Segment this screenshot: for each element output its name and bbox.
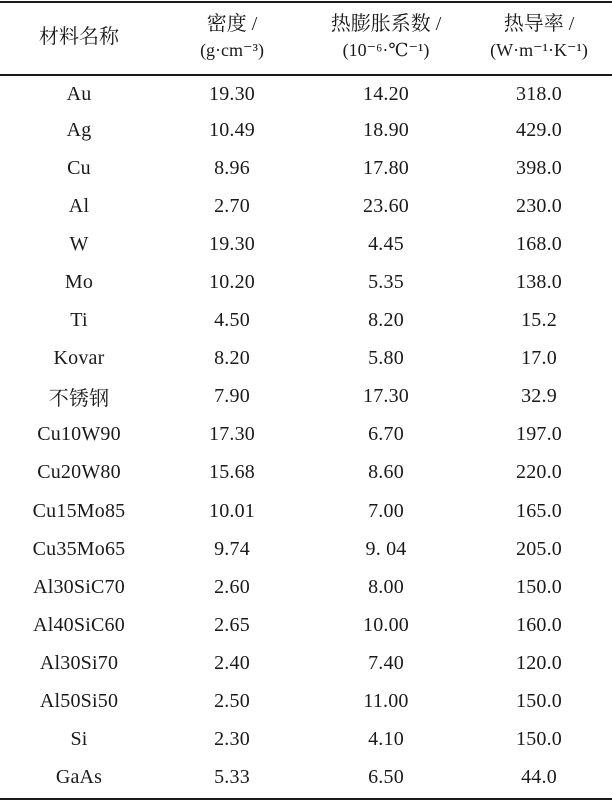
header-density: [158, 0, 306, 73]
thermal-conductivity-cell: 429.0: [516, 118, 562, 141]
thermal-expansion-cell: 5.80: [368, 347, 404, 370]
density-cell: 2.30: [214, 728, 250, 751]
material-name-cell: Al40SiC60: [33, 613, 125, 636]
thermal-conductivity-cell: 160.0: [516, 613, 562, 636]
table-row: [0, 378, 612, 416]
density-cell: 19.30: [209, 82, 255, 105]
material-name-cell: Au: [66, 82, 92, 105]
table-row: [0, 454, 612, 492]
thermal-conductivity-cell: 205.0: [516, 537, 562, 560]
thermal-expansion-cell: 8.20: [368, 309, 404, 332]
header-thermal-expansion-unit: (10⁻⁶·℃⁻¹): [342, 39, 430, 60]
table-row: [0, 263, 612, 301]
thermal-expansion-cell: 9. 04: [365, 537, 407, 560]
material-name-cell: Ti: [70, 309, 88, 332]
table-row: [0, 187, 612, 225]
material-name-cell: GaAs: [55, 766, 103, 789]
material-name-cell: Al: [68, 194, 90, 217]
table-header: [0, 0, 612, 73]
table-row: [0, 492, 612, 530]
header-thermal-conductivity-title: 热导率 /: [503, 12, 575, 35]
material-name-cell: Cu: [67, 156, 91, 179]
thermal-conductivity-cell: 150.0: [516, 728, 562, 751]
density-cell: 4.50: [214, 309, 250, 332]
table-row: [0, 606, 612, 644]
thermal-conductivity-cell: 44.0: [521, 766, 557, 789]
material-name-cell: Mo: [64, 271, 94, 294]
thermal-conductivity-cell: 150.0: [516, 575, 562, 598]
material-name-cell: Al30SiC70: [33, 575, 125, 598]
density-cell: 17.30: [209, 423, 255, 446]
thermal-expansion-cell: 17.80: [363, 156, 409, 179]
table-row: [0, 683, 612, 721]
density-cell: 2.50: [214, 690, 250, 713]
table-row: [0, 302, 612, 340]
thermal-conductivity-cell: 168.0: [516, 232, 562, 255]
thermal-expansion-cell: 8.00: [368, 575, 404, 598]
thermal-expansion-cell: 6.50: [368, 766, 404, 789]
header-thermal-conductivity: [466, 0, 612, 73]
material-name-cell: Kovar: [53, 347, 105, 370]
thermal-conductivity-cell: 318.0: [516, 82, 562, 105]
table-row: [0, 530, 612, 568]
thermal-expansion-cell: 14.20: [363, 82, 409, 105]
thermal-conductivity-cell: 32.9: [521, 385, 557, 408]
table-row: [0, 416, 612, 454]
table-row: [0, 73, 612, 111]
thermal-expansion-cell: 7.40: [368, 651, 404, 674]
table-row: [0, 111, 612, 149]
density-cell: 8.20: [214, 347, 250, 370]
thermal-expansion-cell: 8.60: [368, 461, 404, 484]
material-name-cell: Cu10W90: [37, 423, 121, 446]
table-row: [0, 644, 612, 682]
table-bottom-rule: [0, 798, 612, 800]
material-name-cell: Ag: [66, 118, 92, 141]
density-cell: 7.90: [214, 385, 250, 408]
table-row: [0, 568, 612, 606]
thermal-conductivity-cell: 17.0: [521, 347, 557, 370]
thermal-conductivity-cell: 220.0: [516, 461, 562, 484]
material-name-cell: 不锈钢: [48, 388, 110, 411]
thermal-expansion-cell: 4.10: [368, 728, 404, 751]
header-thermal-conductivity-unit: (W·m⁻¹·K⁻¹): [490, 39, 588, 60]
material-name-cell: Cu35Mo65: [32, 537, 126, 560]
table-row: [0, 721, 612, 759]
thermal-conductivity-cell: 165.0: [516, 499, 562, 522]
thermal-expansion-cell: 7.00: [368, 499, 404, 522]
material-name-cell: W: [69, 232, 89, 255]
material-name-cell: Cu20W80: [37, 461, 121, 484]
thermal-conductivity-cell: 138.0: [516, 271, 562, 294]
density-cell: 2.65: [214, 613, 250, 636]
material-name-cell: Si: [70, 728, 88, 751]
thermal-expansion-cell: 4.45: [368, 232, 404, 255]
thermal-expansion-cell: 18.90: [363, 118, 409, 141]
density-cell: 2.60: [214, 575, 250, 598]
density-cell: 2.40: [214, 651, 250, 674]
table-body: [0, 73, 612, 797]
header-material-name: [0, 0, 158, 73]
density-cell: 15.68: [209, 461, 255, 484]
header-density-title: 密度 /: [206, 12, 258, 35]
header-thermal-expansion: [306, 0, 466, 73]
density-cell: 5.33: [214, 766, 250, 789]
thermal-expansion-cell: 17.30: [363, 385, 409, 408]
thermal-expansion-cell: 10.00: [363, 613, 409, 636]
thermal-expansion-cell: 6.70: [368, 423, 404, 446]
thermal-conductivity-cell: 398.0: [516, 156, 562, 179]
density-cell: 10.49: [209, 118, 255, 141]
density-cell: 2.70: [214, 194, 250, 217]
table-row: [0, 225, 612, 263]
density-cell: 8.96: [214, 156, 250, 179]
table-row: [0, 759, 612, 797]
density-cell: 10.20: [209, 271, 255, 294]
thermal-conductivity-cell: 150.0: [516, 690, 562, 713]
header-thermal-expansion-title: 热膨胀系数 /: [330, 12, 442, 35]
header-row: [0, 0, 612, 73]
header-material-name-title: 材料名称: [39, 25, 119, 48]
thermal-expansion-cell: 11.00: [363, 690, 409, 713]
thermal-expansion-cell: 5.35: [368, 271, 404, 294]
material-name-cell: Cu15Mo85: [32, 499, 126, 522]
thermal-conductivity-cell: 15.2: [521, 309, 557, 332]
density-cell: 9.74: [214, 537, 250, 560]
thermal-conductivity-cell: 120.0: [516, 651, 562, 674]
thermal-conductivity-cell: 230.0: [516, 194, 562, 217]
material-name-cell: Al30Si70: [39, 651, 119, 674]
table-row: [0, 340, 612, 378]
table-row: [0, 149, 612, 187]
material-name-cell: Al50Si50: [39, 690, 119, 713]
density-cell: 10.01: [209, 499, 255, 522]
header-density-unit: (g·cm⁻³): [200, 39, 264, 60]
density-cell: 19.30: [209, 232, 255, 255]
thermal-expansion-cell: 23.60: [363, 194, 409, 217]
thermal-conductivity-cell: 197.0: [516, 423, 562, 446]
